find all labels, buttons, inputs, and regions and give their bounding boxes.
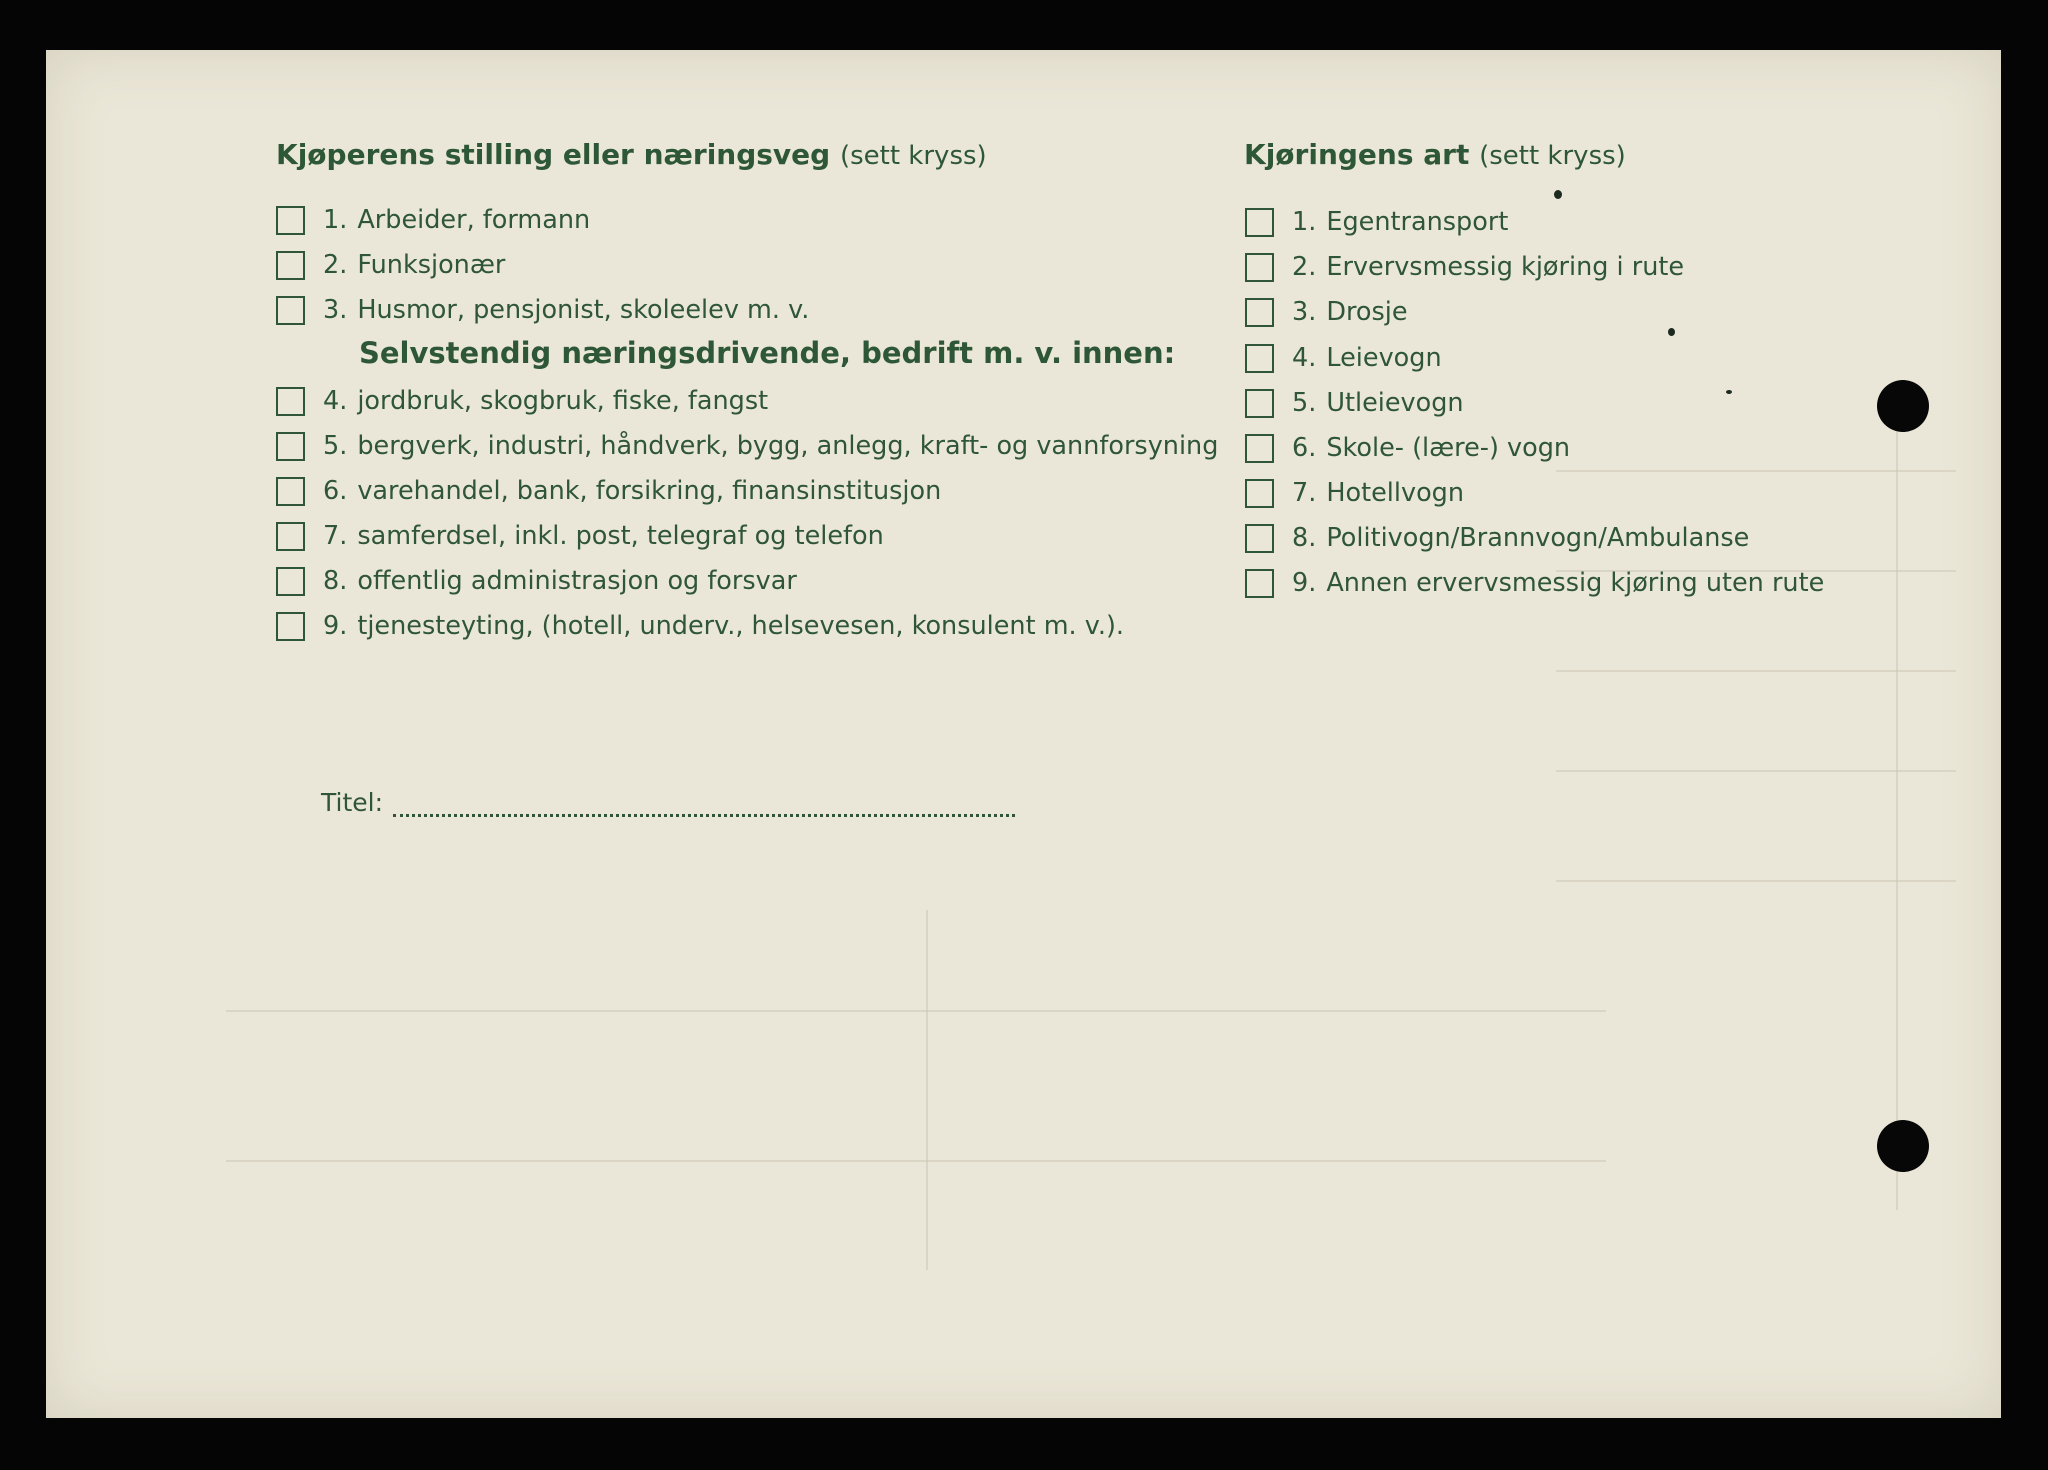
option-label: Egentransport	[1326, 207, 1509, 237]
driving-option-4[interactable]	[1245, 338, 1442, 378]
option-number: 1.	[1292, 207, 1317, 237]
option-number: 3.	[323, 295, 348, 325]
option-label: offentlig administrasjon og forsvar	[357, 566, 797, 596]
option-number: 8.	[323, 566, 348, 596]
option-label: Ervervsmessig kjøring i rute	[1326, 252, 1685, 282]
option-number: 4.	[323, 386, 348, 416]
punch-hole	[1877, 1120, 1929, 1172]
show-through-line	[226, 1160, 1606, 1162]
option-label: Utleievogn	[1326, 388, 1464, 418]
option-number: 5.	[1292, 388, 1317, 418]
driving-type-heading	[1244, 138, 1626, 171]
paper-speck	[1726, 390, 1732, 394]
option-label: Husmor, pensjonist, skoleelev m. v.	[357, 295, 810, 325]
buyer-occupation-note: (sett kryss)	[839, 141, 987, 171]
option-number: 8.	[1292, 523, 1317, 553]
occupation-option-6[interactable]	[276, 471, 941, 511]
show-through-line	[926, 910, 928, 1270]
option-number: 7.	[1292, 478, 1317, 508]
occupation-option-9[interactable]	[276, 606, 1124, 646]
occupation-option-4[interactable]	[276, 381, 768, 421]
checkbox[interactable]	[276, 387, 305, 416]
form-sheet	[46, 50, 2001, 1418]
option-number: 1.	[323, 205, 348, 235]
driving-option-3[interactable]	[1245, 292, 1408, 332]
checkbox[interactable]	[276, 567, 305, 596]
occupation-option-3[interactable]	[276, 290, 809, 330]
paper-speck	[1554, 190, 1562, 199]
driving-option-6[interactable]	[1245, 428, 1570, 468]
self-employed-subheading: Selvstendig næringsdrivende, bedrift m. v. innen:	[359, 336, 1176, 370]
checkbox[interactable]	[1245, 479, 1274, 508]
option-number: 3.	[1292, 297, 1317, 327]
driving-option-8[interactable]	[1245, 518, 1749, 558]
option-label: Drosje	[1326, 297, 1408, 327]
option-number: 9.	[1292, 568, 1317, 598]
title-field-line[interactable]	[393, 796, 1015, 817]
option-label: Arbeider, formann	[357, 205, 591, 235]
checkbox[interactable]	[276, 432, 305, 461]
driving-type-note: (sett kryss)	[1479, 141, 1626, 171]
punch-hole	[1877, 380, 1929, 432]
driving-option-9[interactable]	[1245, 563, 1824, 603]
checkbox[interactable]	[1245, 208, 1274, 237]
option-label: Leievogn	[1326, 343, 1442, 373]
occupation-option-7[interactable]	[276, 516, 884, 556]
option-number: 4.	[1292, 343, 1317, 373]
checkbox[interactable]	[1245, 344, 1274, 373]
option-label: jordbruk, skogbruk, fiske, fangst	[357, 386, 769, 416]
checkbox[interactable]	[1245, 434, 1274, 463]
checkbox[interactable]	[1245, 253, 1274, 282]
driving-option-7[interactable]	[1245, 473, 1464, 513]
option-number: 2.	[1292, 252, 1317, 282]
option-number: 5.	[323, 431, 348, 461]
driving-option-2[interactable]	[1245, 247, 1684, 287]
option-label: Politivogn/Brannvogn/Ambulanse	[1326, 523, 1750, 553]
option-label: bergverk, industri, håndverk, bygg, anlegg, kraft- og vannforsyning	[357, 431, 1219, 461]
checkbox[interactable]	[1245, 298, 1274, 327]
buyer-occupation-heading	[276, 138, 987, 171]
occupation-option-8[interactable]	[276, 561, 797, 601]
checkbox[interactable]	[1245, 389, 1274, 418]
paper-speck	[1668, 328, 1675, 336]
title-field[interactable]	[321, 788, 1015, 817]
occupation-option-2[interactable]	[276, 245, 505, 285]
driving-type-title: Kjøringens art	[1244, 138, 1470, 171]
checkbox[interactable]	[276, 296, 305, 325]
checkbox[interactable]	[276, 251, 305, 280]
option-number: 6.	[323, 476, 348, 506]
buyer-occupation-title: Kjøperens stilling eller næringsveg	[276, 138, 831, 171]
option-number: 2.	[323, 250, 348, 280]
checkbox[interactable]	[276, 522, 305, 551]
show-through-line	[1896, 430, 1898, 1210]
show-through-line	[226, 1010, 1606, 1012]
checkbox[interactable]	[276, 477, 305, 506]
checkbox[interactable]	[276, 206, 305, 235]
driving-option-5[interactable]	[1245, 383, 1464, 423]
option-label: samferdsel, inkl. post, telegraf og telefon	[357, 521, 884, 551]
checkbox[interactable]	[1245, 569, 1274, 598]
option-number: 6.	[1292, 433, 1317, 463]
checkbox[interactable]	[1245, 524, 1274, 553]
option-label: varehandel, bank, forsikring, finansinstitusjon	[357, 476, 942, 506]
option-label: tjenesteyting, (hotell, underv., helsevesen, konsulent m. v.).	[357, 611, 1125, 641]
option-number: 9.	[323, 611, 348, 641]
option-label: Annen ervervsmessig kjøring uten rute	[1326, 568, 1825, 598]
title-field-label: Titel:	[321, 788, 383, 817]
occupation-option-1[interactable]	[276, 200, 590, 240]
option-label: Hotellvogn	[1326, 478, 1465, 508]
option-number: 7.	[323, 521, 348, 551]
option-label: Skole- (lære-) vogn	[1326, 433, 1571, 463]
occupation-option-5[interactable]	[276, 426, 1218, 466]
checkbox[interactable]	[276, 612, 305, 641]
driving-option-1[interactable]	[1245, 202, 1508, 242]
option-label: Funksjonær	[357, 250, 506, 280]
